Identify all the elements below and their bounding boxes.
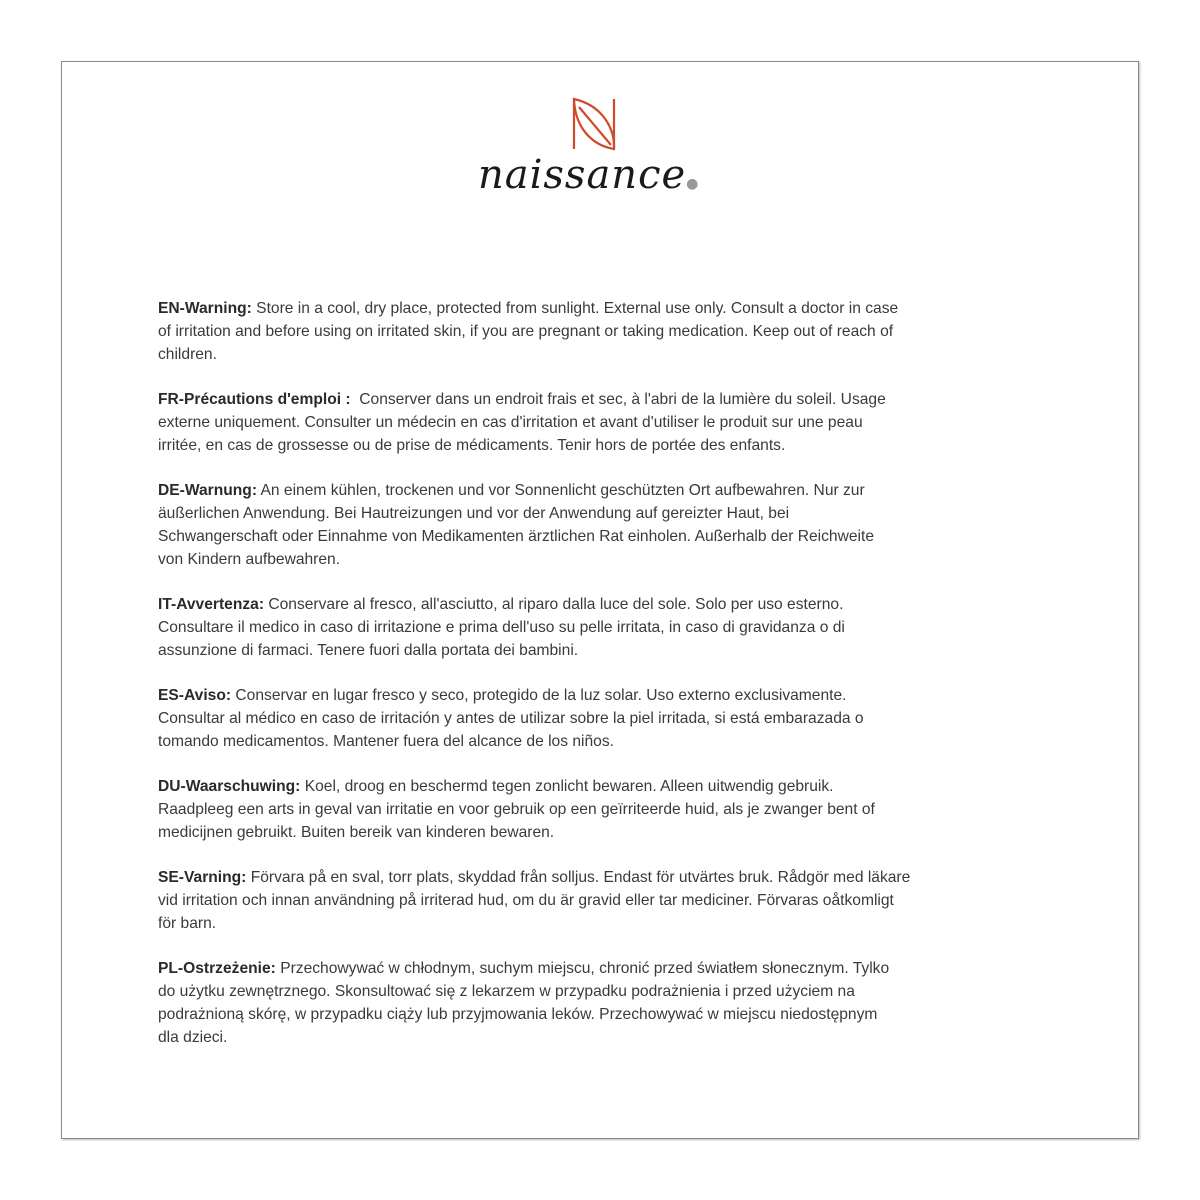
warning-text: do użytku zewnętrznego. Skonsultować się z lekarzem w przypadku podrażnienia i przed użyciem na: [158, 983, 855, 1000]
warning-paragraph: [158, 593, 1058, 662]
text-line: [158, 388, 1058, 411]
warning-text: of irritation and before using on irritated skin, if you are pregnant or taking medication. Keep out of reach of: [158, 323, 894, 340]
warnings-text: [158, 297, 1058, 1071]
language-label: SE-Varning:: [158, 869, 247, 886]
warning-text: von Kindern aufbewahren.: [158, 551, 341, 568]
text-line: [158, 707, 1058, 730]
warning-paragraph: [158, 957, 1058, 1049]
warning-text: An einem kühlen, trockenen und vor Sonnenlicht geschützten Ort aufbewahren. Nur zur: [257, 482, 865, 499]
warning-paragraph: [158, 479, 1058, 571]
text-line: [158, 411, 1058, 434]
language-label: DU-Waarschuwing:: [158, 778, 301, 795]
text-line: [158, 957, 1058, 980]
text-line: [158, 525, 1058, 548]
brand-wordmark: naissance●: [478, 152, 700, 198]
text-line: [158, 639, 1058, 662]
text-line: [158, 821, 1058, 844]
text-line: [158, 593, 1058, 616]
warning-text: Przechowywać w chłodnym, suchym miejscu, chronić przed światłem słonecznym. Tylko: [275, 960, 890, 977]
text-line: [158, 775, 1058, 798]
text-line: [158, 502, 1058, 525]
warning-text: Conserver dans un endroit frais et sec, à l'abri de la lumière du soleil. Usage: [350, 391, 886, 408]
text-line: [158, 616, 1058, 639]
leaf-logo-icon: [571, 97, 617, 151]
warning-text: äußerlichen Anwendung. Bei Hautreizungen und vor der Anwendung auf gereizter Haut, bei: [158, 505, 790, 522]
text-line: [158, 980, 1058, 1003]
language-label: IT-Avvertenza:: [158, 596, 265, 613]
warning-text: Schwangerschaft oder Einnahme von Medikamenten ärztlichen Rat einholen. Außerhalb der Reichweite: [158, 528, 874, 545]
text-line: [158, 1003, 1058, 1026]
text-line: [158, 297, 1058, 320]
warning-paragraph: [158, 866, 1058, 935]
warning-text: assunzione di farmaci. Tenere fuori dalla portata dei bambini.: [158, 642, 579, 659]
warning-text: Koel, droog en beschermd tegen zonlicht bewaren. Alleen uitwendig gebruik.: [300, 778, 834, 795]
text-line: [158, 343, 1058, 366]
language-label: DE-Warnung:: [158, 482, 258, 499]
warning-text: Raadpleeg een arts in geval van irritatie en voor gebruik op een geïrriteerde huid, als je zwanger bent of: [158, 801, 875, 818]
warning-text: Consultare il medico in caso di irritazione e prima dell'uso su pelle irritata, in caso di gravidanza o di: [158, 619, 845, 636]
language-label: FR-Précautions d'emploi :: [158, 391, 351, 408]
warning-paragraph: [158, 388, 1058, 457]
warning-text: Consultar al médico en caso de irritación y antes de utilizar sobre la piel irritada, si está embarazada o: [158, 710, 864, 727]
text-line: [158, 730, 1058, 753]
warning-text: för barn.: [158, 915, 217, 932]
warning-text: children.: [158, 346, 217, 363]
text-line: [158, 684, 1058, 707]
warning-text: tomando medicamentos. Mantener fuera del alcance de los niños.: [158, 733, 614, 750]
warning-text: Förvara på en sval, torr plats, skyddad från solljus. Endast för utvärtes bruk. Rådgör med läkare: [246, 869, 911, 886]
text-line: [158, 320, 1058, 343]
warning-text: irritée, en cas de grossesse ou de prise de médicaments. Tenir hors de portée des enfants.: [158, 437, 786, 454]
warning-paragraph: [158, 684, 1058, 753]
text-line: [158, 889, 1058, 912]
warning-text: dla dzieci.: [158, 1029, 228, 1046]
text-line: [158, 434, 1058, 457]
text-line: [158, 1026, 1058, 1049]
warning-text: externe uniquement. Consulter un médecin en cas d'irritation et avant d'utiliser le produit sur une peau: [158, 414, 863, 431]
text-line: [158, 912, 1058, 935]
text-line: [158, 798, 1058, 821]
text-line: [158, 866, 1058, 889]
language-label: ES-Aviso:: [158, 687, 232, 704]
warning-text: Store in a cool, dry place, protected from sunlight. External use only. Consult a doctor in case: [251, 300, 899, 317]
warning-paragraph: [158, 297, 1058, 366]
warning-text: podrażnioną skórę, w przypadku ciąży lub przyjmowania leków. Przechowywać w miejscu niedostępnym: [158, 1006, 878, 1023]
text-line: [158, 479, 1058, 502]
warning-text: Conservare al fresco, all'asciutto, al riparo dalla luce del sole. Solo per uso esterno.: [264, 596, 844, 613]
warning-text: vid irritation och innan användning på irriterad hud, om du är gravid eller tar mediciner. Förvaras oåtkomligt: [158, 892, 894, 909]
language-label: PL-Ostrzeżenie:: [158, 960, 276, 977]
warning-text: medicijnen gebruikt. Buiten bereik van kinderen bewaren.: [158, 824, 555, 841]
warning-paragraph: [158, 775, 1058, 844]
text-line: [158, 548, 1058, 571]
language-label: EN-Warning:: [158, 300, 252, 317]
warning-text: Conservar en lugar fresco y seco, protegido de la luz solar. Uso externo exclusivamente.: [231, 687, 847, 704]
